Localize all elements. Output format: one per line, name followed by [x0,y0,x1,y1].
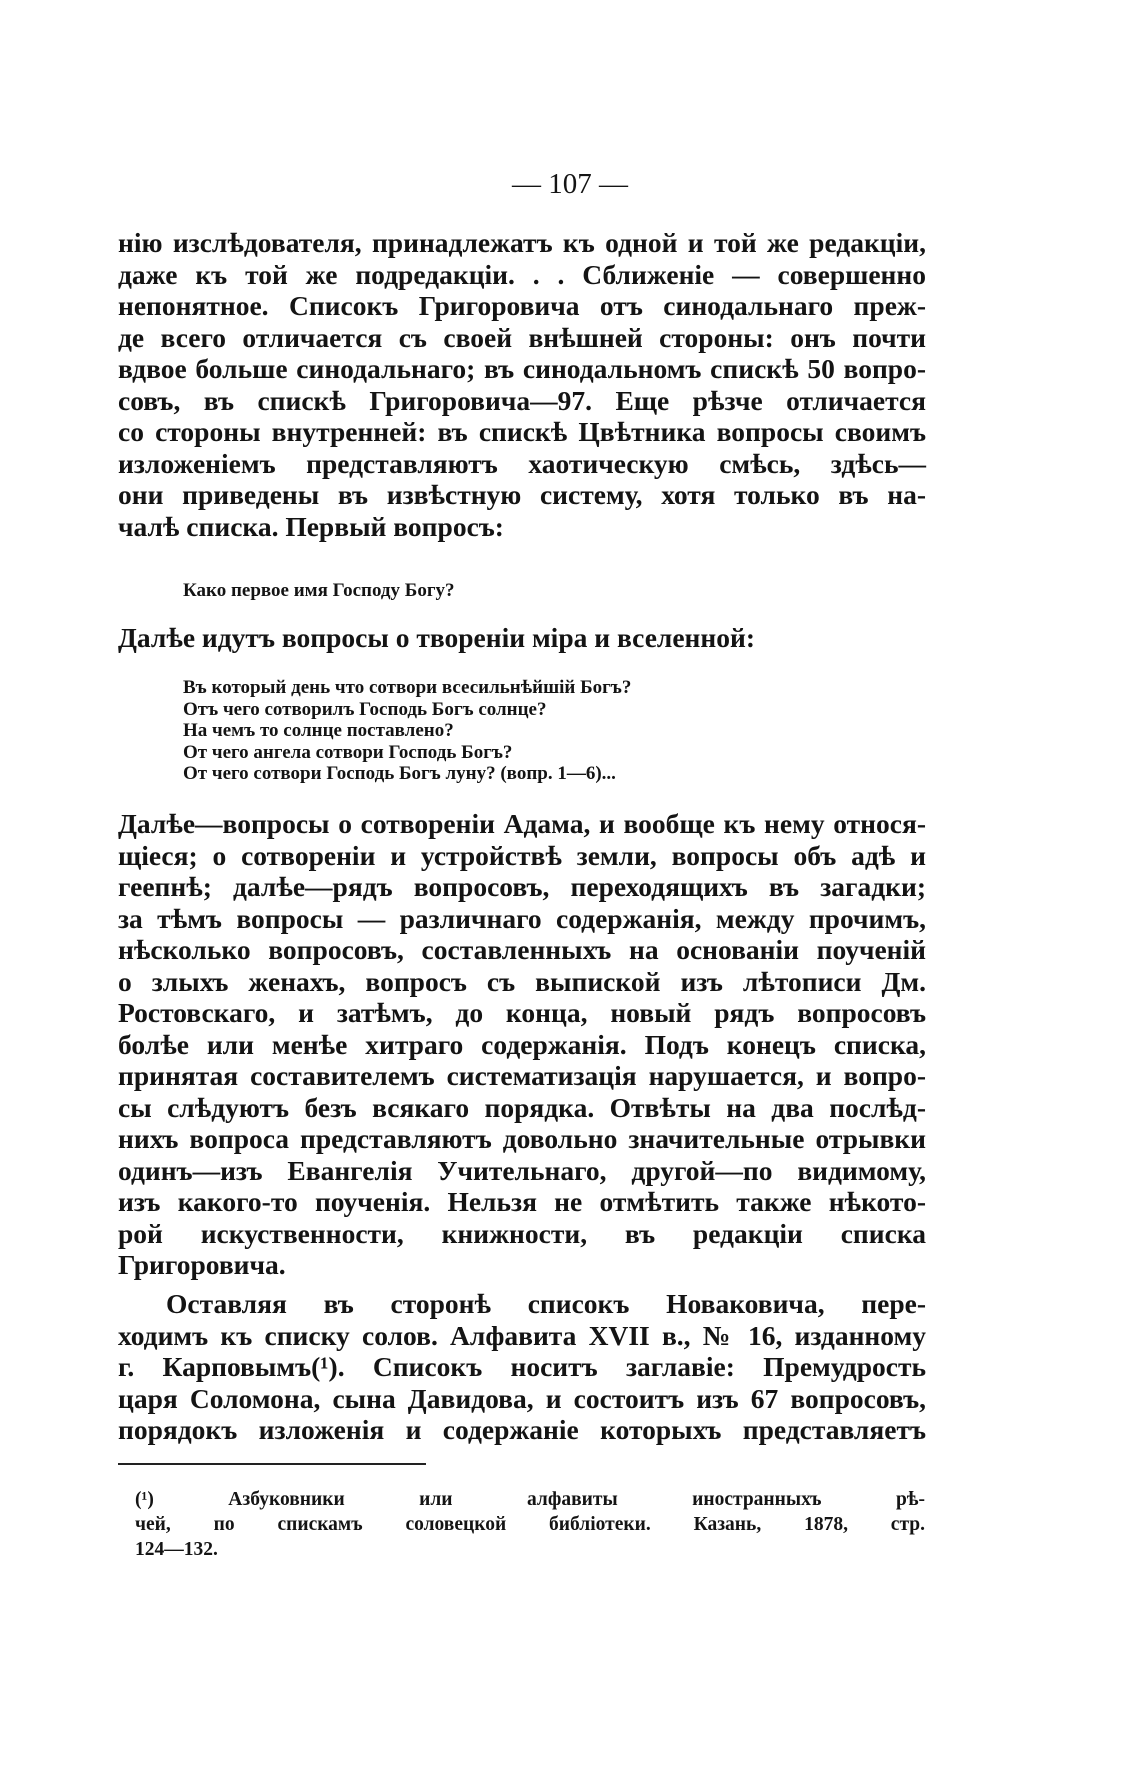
text-line: одинъ—изъ Евангелія Учительнаго, другой—по видимому, [118,1154,926,1186]
text-line-next-questions: Далѣе идутъ вопросы о твореніи міра и вселенной: [118,622,755,653]
text-line: о злыхъ женахъ, вопросъ съ выпиской изъ лѣтописи Дм. [118,965,926,997]
text-line: рой искуственности, книжности, въ редакціи списка [118,1217,926,1249]
text-line: чалѣ списка. Первый вопросъ: [118,510,504,542]
quote-line: От чего ангела сотвори Господь Богъ? [183,741,513,763]
text-line: вдвое больше синодальнаго; въ синодальномъ спискѣ 50 вопро- [118,353,926,384]
quote-line: На чемъ то солнце поставлено? [183,720,454,741]
text-line: они приведены въ извѣстную систему, хотя только въ на- [118,479,926,510]
text-line: нію изслѣдователя, принадлежатъ къ одной и той же редакціи, [118,227,926,258]
text-line: нѣсколько вопросовъ, составленныхъ на основаніи поученій [118,934,926,965]
paragraph-2 [118,808,926,1281]
quote-line: От чего сотвори Господь Богъ луну? (вопр. 1—6)... [183,763,616,784]
text-line: Оставляя въ сторонѣ списокъ Новаковича, пере- [166,1288,926,1319]
text-line: щіеся; о сотвореніи и устройствѣ земли, вопросы объ адѣ и [118,839,926,871]
text-line: принятая составителемъ систематизація нарушается, и вопро- [118,1060,926,1091]
text-line: за тѣмъ вопросы — различнаго содержанія, между прочимъ, [118,902,926,934]
page-number: — 107 — [512,168,628,200]
text-line: непонятное. Списокъ Григоровича отъ синодальнаго преж- [118,290,926,321]
text-line: Далѣе—вопросы о сотвореніи Адама, и вообще къ нему относя- [118,808,926,839]
text-line: де всего отличается съ своей внѣшней стороны: онъ почти [118,321,926,353]
footnote-rule [118,1463,426,1465]
quote-line: Въ который день что сотвори всесильнѣйшій Богъ? [183,677,632,698]
footnote-line: 124—132. [135,1539,218,1560]
text-line: совъ, въ спискѣ Григоровича—97. Еще рѣзче отличается [118,384,926,416]
text-line: ходимъ къ списку солов. Алфавита XVII в., № 16, изданному [118,1319,926,1351]
text-line: геепнѣ; далѣе—рядъ вопросовъ, переходящихъ въ загадки; [118,871,926,902]
quote-first-question: Како первое имя Господу Богу? [183,580,455,601]
quote-block [183,677,631,785]
text-line: нихъ вопроса представляютъ довольно значительные отрывки [118,1123,926,1154]
text-line: изъ какого-то поученія. Нельзя не отмѣтить также нѣкото- [118,1186,926,1217]
text-line: даже къ той же подредакціи. . . Сближеніе — совершенно [118,258,926,290]
footnote-line: чей, по спискамъ соловецкой библіотеки. Казань, 1878, стр. [135,1514,925,1535]
text-line: изложеніемъ представляютъ хаотическую смѣсь, здѣсь— [118,447,926,479]
text-line: г. Карповымъ(¹). Списокъ носитъ заглавіе: Премудрость [118,1351,926,1382]
paragraph-1 [118,227,926,542]
text-line: Ростовскаго, и затѣмъ, до конца, новый рядъ вопросовъ [118,997,926,1028]
footnote [135,1487,925,1562]
text-line: болѣе или менѣе хитраго содержанія. Подъ конецъ списка, [118,1028,926,1060]
text-line: царя Соломона, сына Давидова, и состоитъ изъ 67 вопросовъ, [118,1382,926,1414]
paragraph-3 [118,1288,926,1446]
quote-line: Отъ чего сотворилъ Господь Богъ солнце? [183,698,547,720]
text-line: сы слѣдуютъ безъ всякаго порядка. Отвѣты на два послѣд- [118,1091,926,1123]
text-line: Григоровича. [118,1249,286,1280]
text-line: порядокъ изложенія и содержаніе которыхъ представляетъ [118,1414,926,1445]
text-line: со стороны внутренней: въ спискѣ Цвѣтника вопросы своимъ [118,416,926,447]
footnote-line: (¹) Азбуковники или алфавиты иностранныхъ рѣ- [135,1489,925,1510]
